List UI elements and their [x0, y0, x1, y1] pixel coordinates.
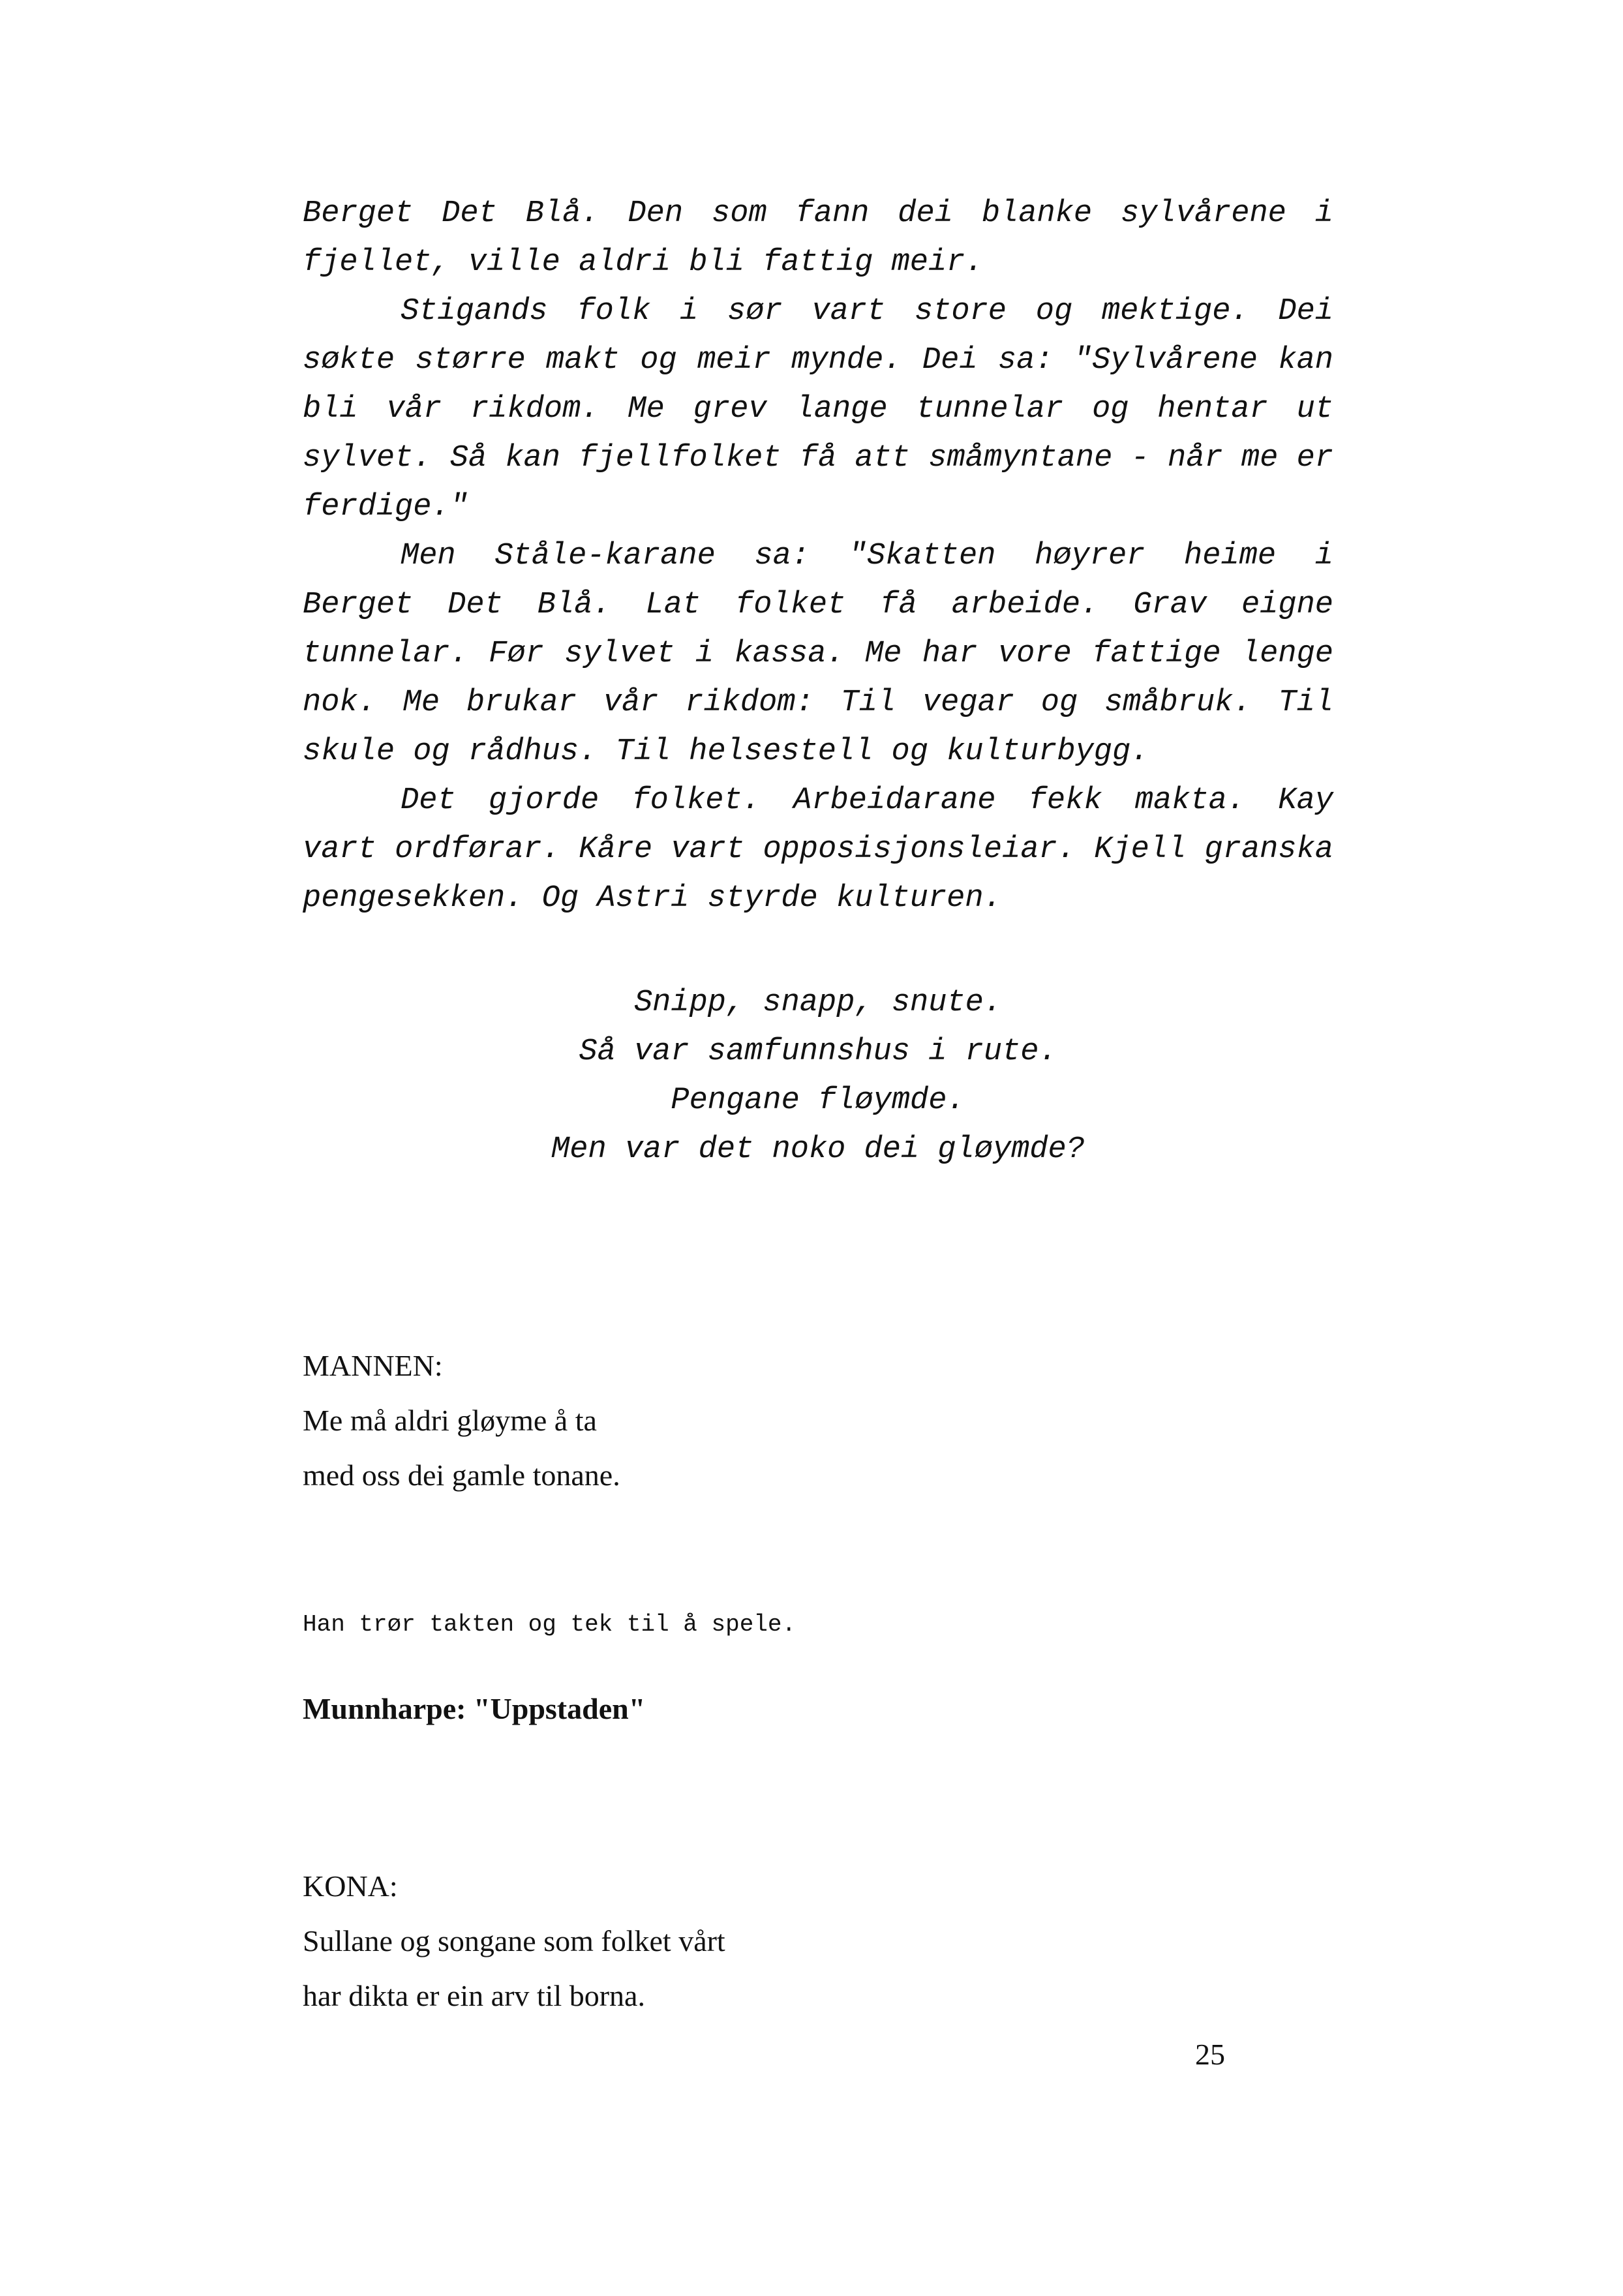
dialogue-line: Me må aldri gløyme å ta: [303, 1404, 597, 1437]
paragraph-2: Stigands folk i sør vart store og mektige. Dei søkte større makt og meir mynde. Dei sa: "Sylvårene kan bli vår rikdom. Me grev lange tunnelar og hentar ut sylvet. Så kan fjellfolket få att småmyntane - når me er ferdige.": [303, 294, 1333, 524]
paragraph-4: Det gjorde folket. Arbeidarane fekk makta. Kay vart ordførar. Kåre vart opposisjonsleiar. Kjell granska pengesekken. Og Astri styrde kulturen.: [303, 783, 1333, 916]
music-cue: Munnharpe: "Uppstaden": [303, 1692, 646, 1725]
page-number: 25: [1195, 2038, 1225, 2071]
speaker-name: MANNEN:: [303, 1349, 443, 1382]
dialogue-line: Sullane og songane som folket vårt: [303, 1924, 725, 1957]
verse-line-2: Så var samfunnshus i rute.: [579, 1035, 1057, 1069]
dialogue-line: med oss dei gamle tonane.: [303, 1458, 620, 1492]
dialogue-mannen: [303, 1338, 1216, 1503]
paragraph-3: Men Ståle-karane sa: "Skatten høyrer heime i Berget Det Blå. Lat folket få arbeide. Grav eigne tunnelar. Før sylvet i kassa. Me har vore fattige lenge nok. Me brukar vår rikdom: Til vegar og småbruk. Til skule og rådhus. Til helsestell og kulturbygg.: [303, 539, 1333, 769]
narrative-text: [303, 189, 1333, 923]
speaker-name: KONA:: [303, 1869, 398, 1903]
verse-line-3: Pengane fløymde.: [671, 1083, 965, 1118]
verse-line-1: Snipp, snapp, snute.: [633, 986, 1003, 1020]
stage-direction: Han trør takten og tek til å spele.: [303, 1611, 796, 1638]
verse: [303, 978, 1333, 1174]
paragraph-1: Berget Det Blå. Den som fann dei blanke sylvårene i fjellet, ville aldri bli fattig meir.: [303, 196, 1333, 280]
dialogue-line: har dikta er ein arv til borna.: [303, 1979, 645, 2012]
dialogue-kona: [303, 1859, 1216, 2023]
verse-line-4: Men var det noko dei gløymde?: [551, 1132, 1085, 1167]
